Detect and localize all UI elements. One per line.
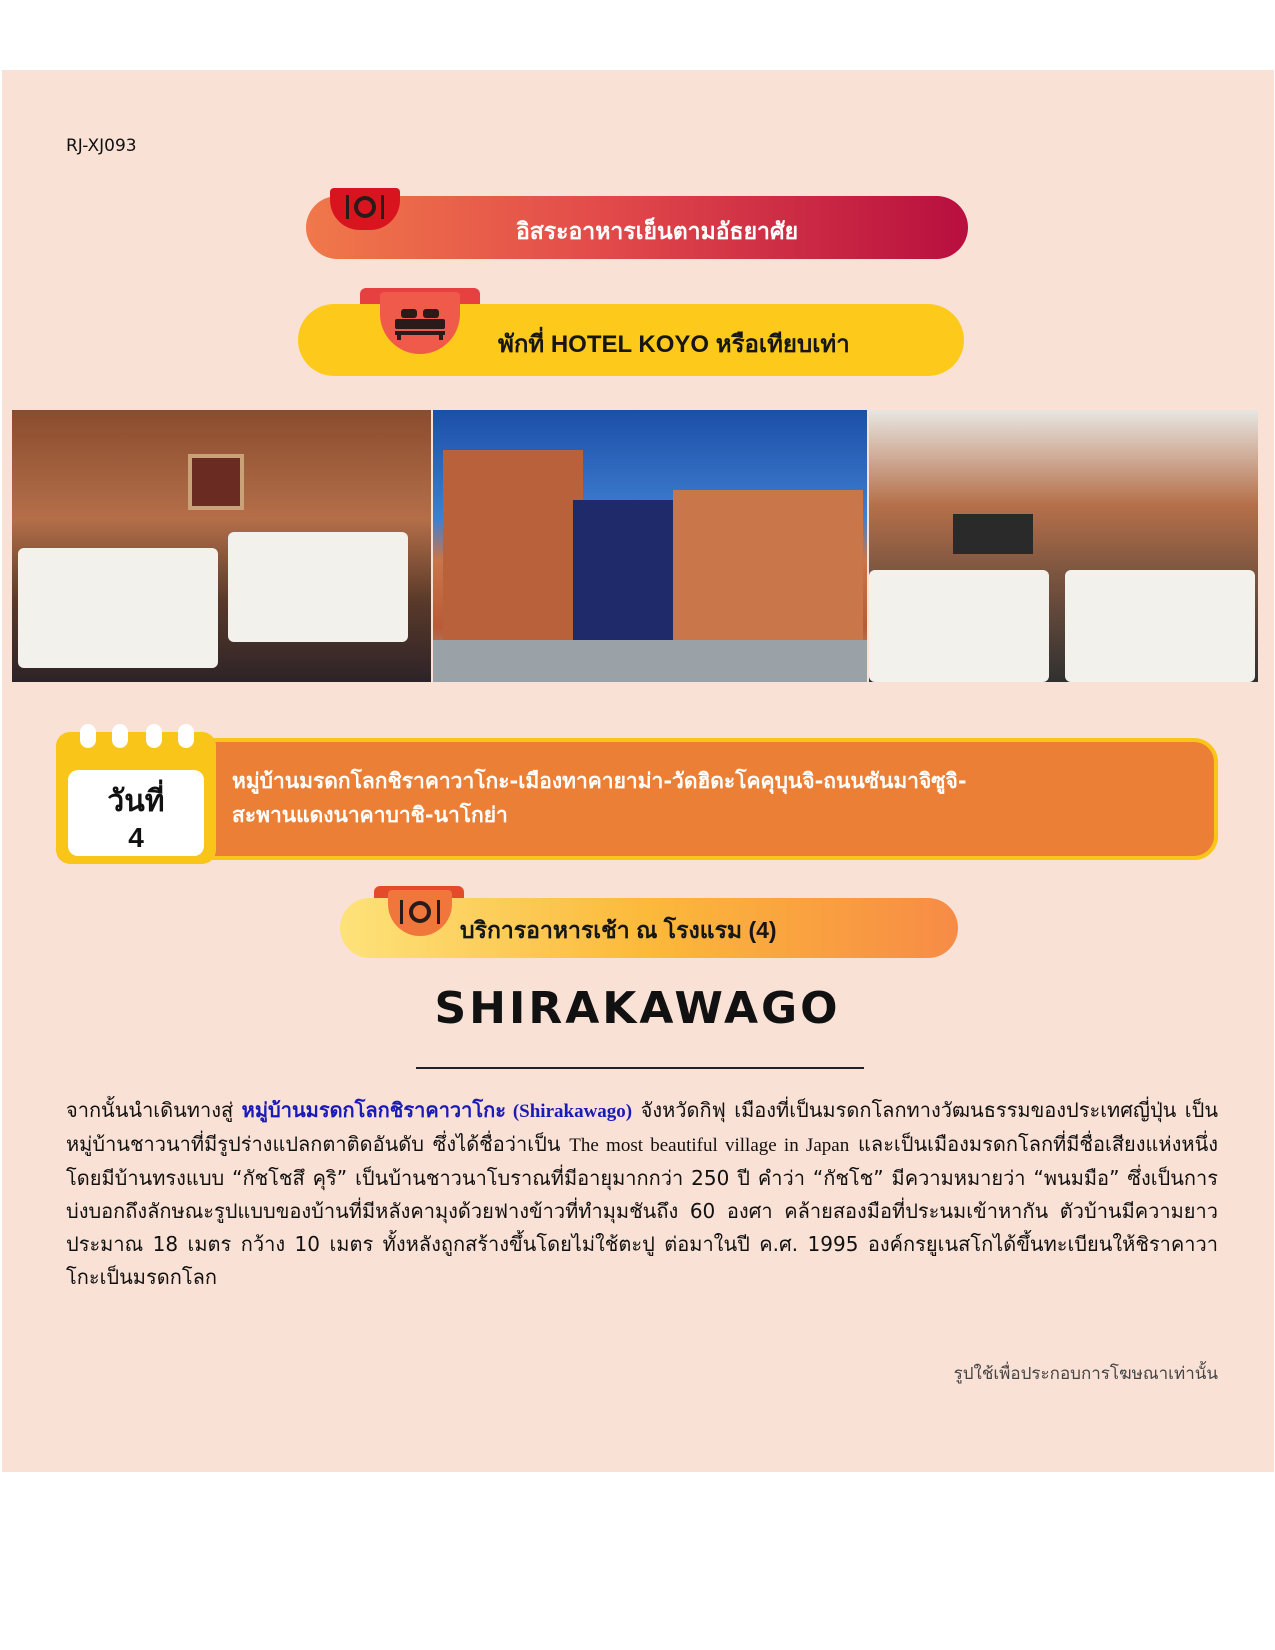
title-divider <box>416 1067 864 1069</box>
section-title: SHIRAKAWAGO <box>434 983 841 1034</box>
dinner-banner-label: อิสระอาหารเย็นตามอัธยาศัย <box>515 218 799 244</box>
image-disclaimer: รูปใช้เพื่อประกอบการโฆษณาเท่านั้น <box>953 1364 1218 1384</box>
desc-intro: จากนั้นนำเดินทางสู่ <box>66 1098 242 1122</box>
calendar-ring <box>146 724 162 748</box>
day-number: 4 <box>128 822 144 853</box>
desc-english-phrase: The most beautiful village in Japan <box>569 1135 850 1156</box>
calendar-ring <box>178 724 194 748</box>
dinner-icon <box>342 192 388 222</box>
hotel-banner-label: พักที่ HOTEL KOYO หรือเทียบเท่า <box>498 331 850 358</box>
day-label: วันที่ <box>107 785 165 818</box>
hotel-photos <box>12 410 1258 682</box>
dinner-banner <box>306 196 968 259</box>
tour-code: RJ-XJ093 <box>66 136 137 156</box>
desc-highlight-thai: หมู่บ้านมรดกโลกชิราคาวาโกะ <box>241 1098 506 1122</box>
room-photo-1 <box>12 410 431 682</box>
desc-highlight-english: (Shirakawago) <box>505 1101 633 1122</box>
day-route-line-2: สะพานแดงนาคาบาชิ-นาโกย่า <box>232 803 508 827</box>
breakfast-banner-label: บริการอาหารเช้า ณ โรงแรม (4) <box>460 917 777 943</box>
day-route-text <box>232 764 1172 832</box>
desc-part-1: จังหวัดกิฟุ เมืองที่เป็นมรดกโลกทางวัฒนธรรมของประเทศญี่ปุ่น เป็นหมู่บ้านชาวนาที่มีรูปร่างแปลกตาติดอันดับ ซึ่งได้ชื่อว่าเป็น <box>66 1098 1218 1156</box>
breakfast-icon <box>396 897 444 927</box>
desc-part-2: และเป็นเมืองมรดกโลกที่มีชื่อเสียงแห่งหนึ่ง โดยมีบ้านทรงแบบ “กัชโชสึ คุริ” เป็นบ้านชาวนาโบราณที่มีอายุมากกว่า 250 ปี คำว่า “กัชโช” มีความหมายว่า “พนมมือ” ซึ่งเป็นการบ่งบอกถึงลักษณะรูปแบบของบ้านที่มีหลังคามุงด้วยฟางข้าวที่ทำมุมชันถึง 60 องศา คล้ายสองมือที่ประนมเข้าหากัน ตัวบ้านมีความยาวประมาณ 18 เมตร กว้าง 10 เมตร ทั้งหลังถูกสร้างขึ้นโดยไม่ใช้ตะปู ต่อมาในปี ค.ศ. 1995 องค์กรยูเนสโกได้ขึ้นทะเบียนให้ชิราคาวาโกะเป็นมรดกโลก <box>66 1132 1219 1289</box>
hotel-building-photo <box>433 410 866 682</box>
room-photo-2 <box>869 410 1258 682</box>
description-paragraph <box>66 1094 1218 1294</box>
calendar-ring <box>80 724 96 748</box>
bed-icon <box>393 305 447 341</box>
day-route-line-1: หมู่บ้านมรดกโลกชิราคาวาโกะ-เมืองทาคายาม่า-วัดฮิดะโคคุบุนจิ-ถนนซันมาจิซูจิ- <box>232 769 967 793</box>
calendar-ring <box>112 724 128 748</box>
